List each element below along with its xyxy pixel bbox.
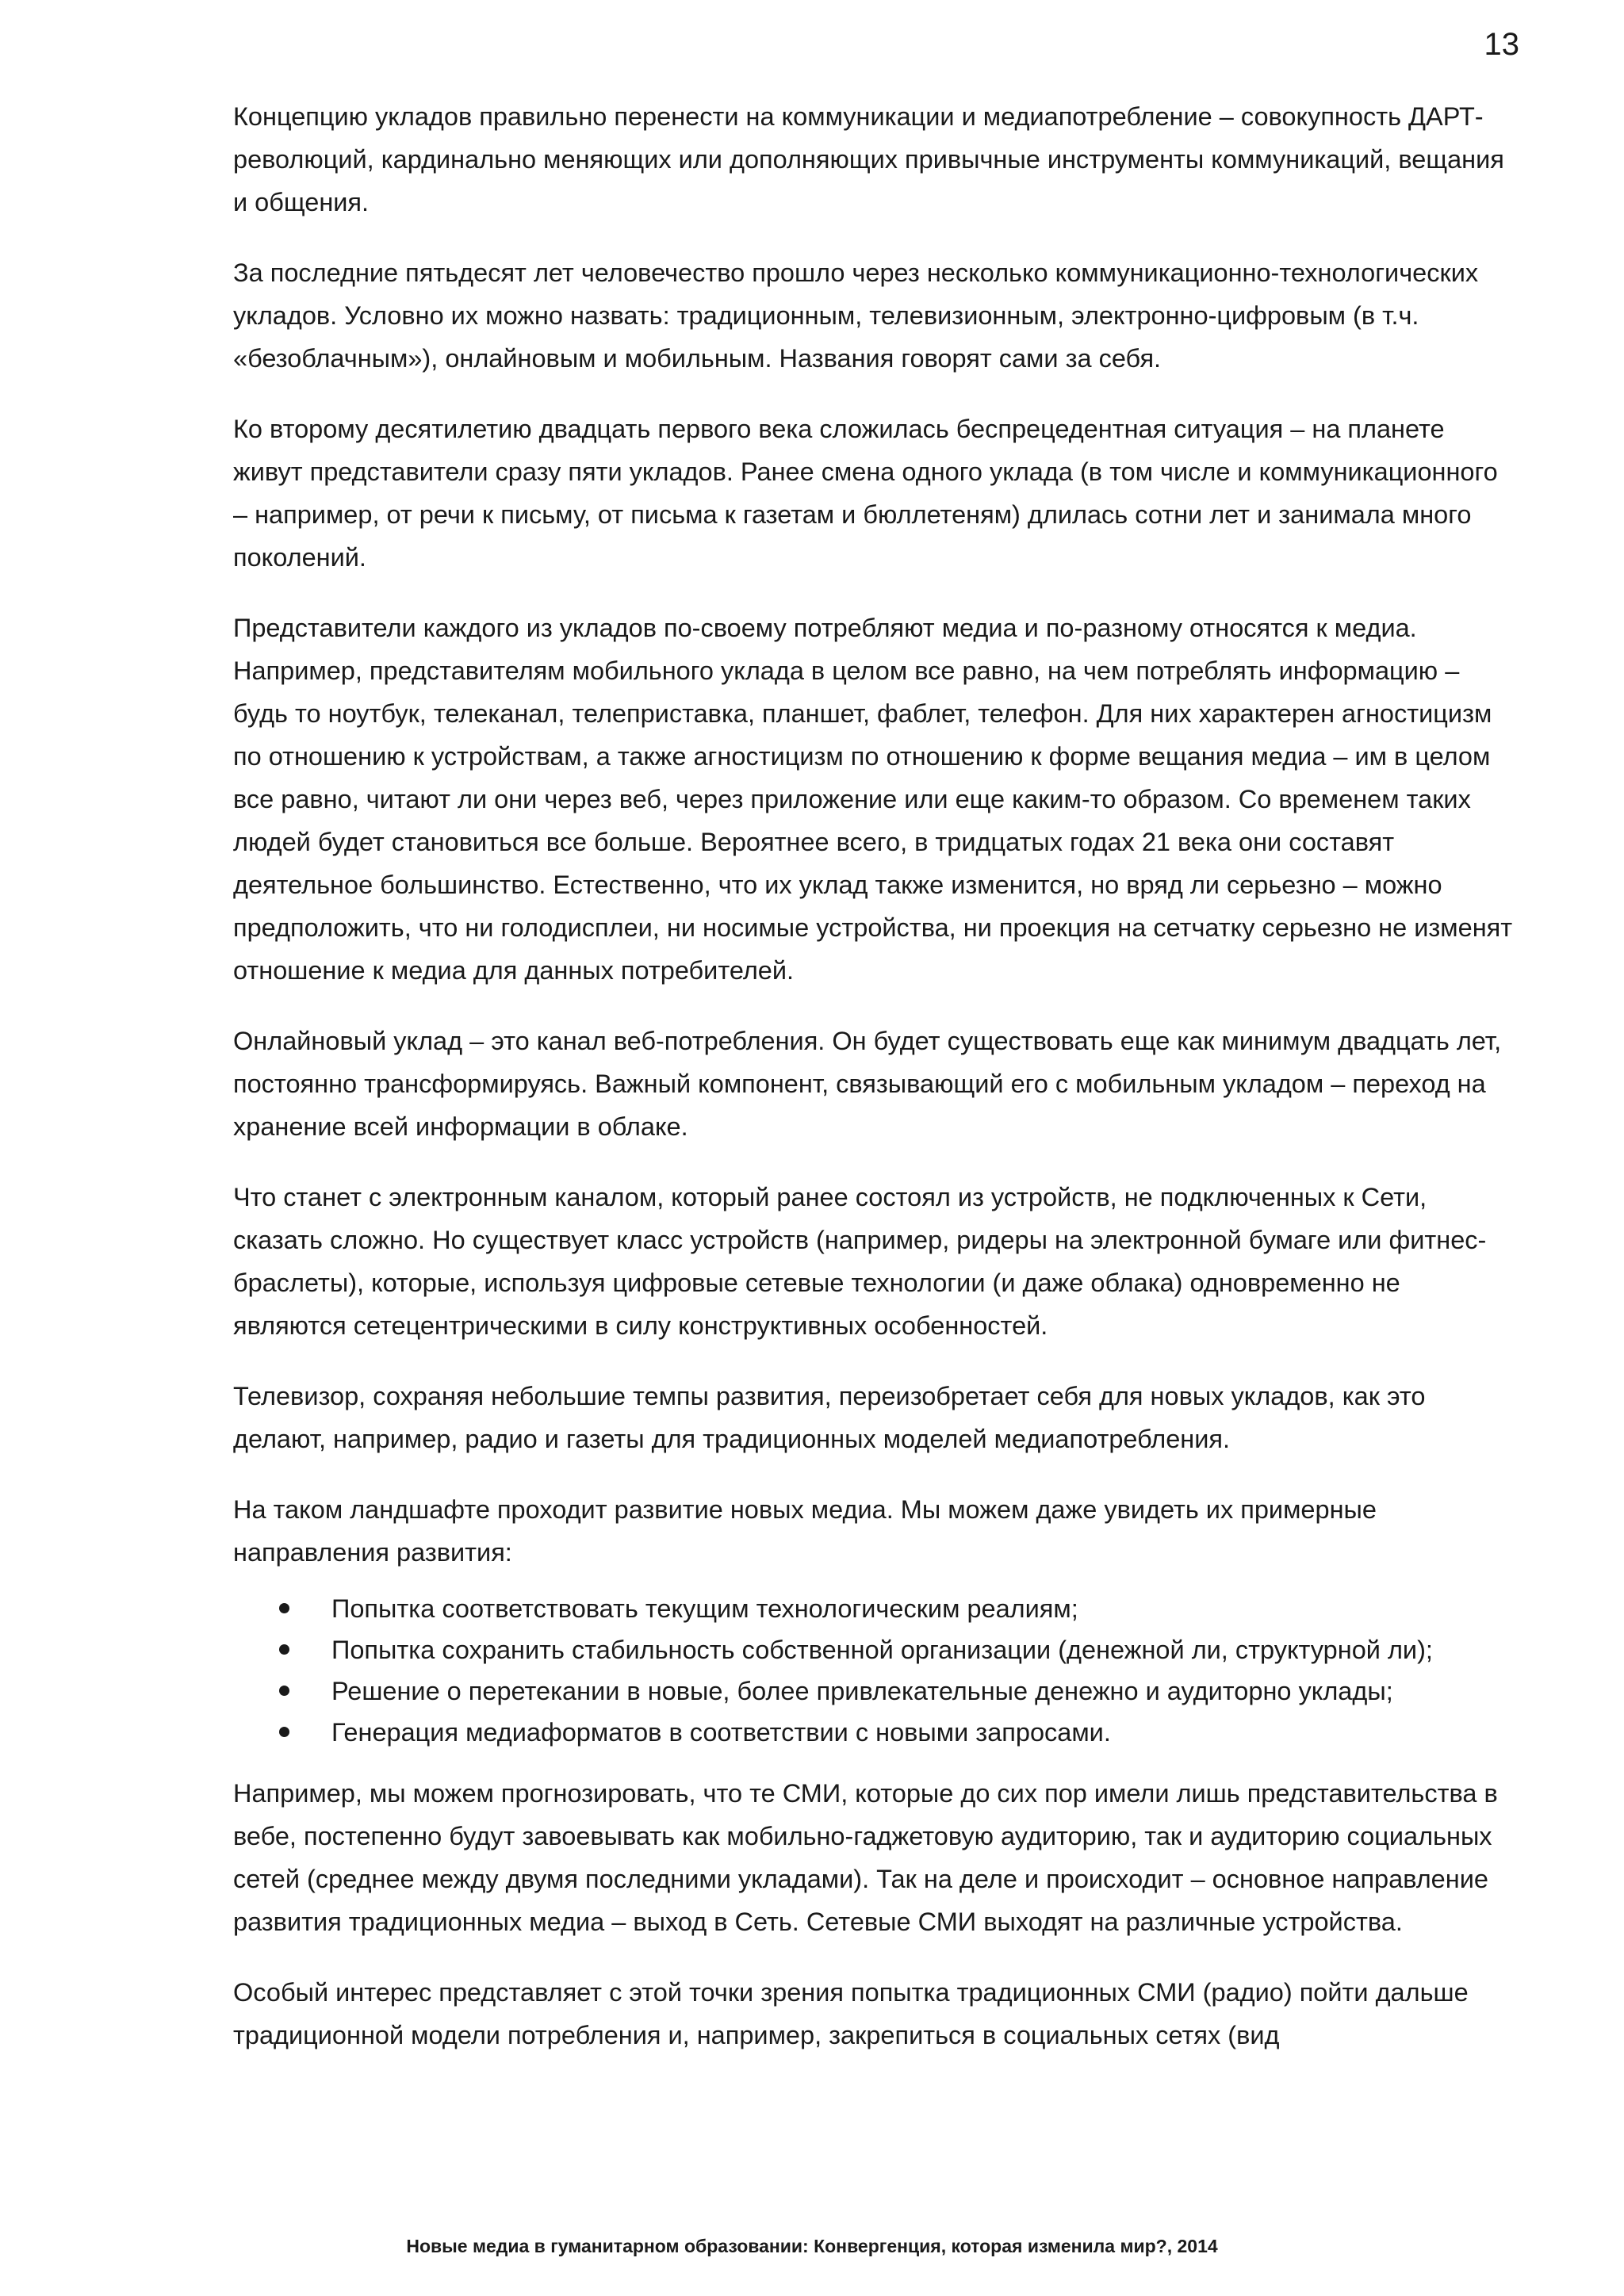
paragraph: За последние пятьдесят лет человечество прошло через несколько коммуникационно-технологических укладов. Условно их можно назвать: традиционным, телевизионным, электронно-цифровым (в т.ч. «безоблачным»), онлайновым и мобильным. Названия говорят сами за себя.	[233, 258, 1479, 373]
paragraph: Представители каждого из укладов по-своему потребляют медиа и по-разному относятся к медиа. Например, представителям мобильного уклада в целом все равно, на чем потреблять информацию – будь то ноутбук, телеканал, телеприставка, планшет, фаблет, телефон. Для них характерен агностицизм по отношению к устройствам, а также агностицизм по отношению к форме вещания медиа – им в целом все равно, читают ли они через веб, через приложение или еще каким-то образом. Со временем таких людей будет становиться все больше. Вероятнее всего, в тридцатых годах 21 века они составят деятельное большинство. Естественно, что их уклад также изменится, но вряд ли серьезно – можно предположить, что ни голодисплеи, ни носимые устройства, ни проекция на сетчатку серьезно не изменят отношение к медиа для данных потребителей.	[233, 614, 1513, 985]
bullet-icon	[279, 1727, 289, 1737]
bullet-icon	[279, 1603, 289, 1613]
list-item-text: Попытка соответствовать текущим технологическим реалиям;	[331, 1594, 1078, 1623]
list-item-text: Генерация медиаформатов в соответствии с новыми запросами.	[331, 1718, 1111, 1747]
list-item	[331, 1629, 1518, 1670]
paragraph: Что станет с электронным каналом, который ранее состоял из устройств, не подключенных к Сети, сказать сложно. Но существует класс устройств (например, ридеры на электронной бумаге или фитнес-браслеты), которые, используя цифровые сетевые технологии (и даже облака) одновременно не являются сетецентрическими в силу конструктивных особенностей.	[233, 1183, 1487, 1340]
bullet-icon	[279, 1686, 289, 1696]
paragraph: Телевизор, сохраняя небольшие темпы развития, переизобретает себя для новых укладов, как это делают, например, радио и газеты для традиционных моделей медиапотребления.	[233, 1382, 1426, 1453]
list-item-text: Решение о перетекании в новые, более привлекательные денежно и аудиторно уклады;	[331, 1677, 1393, 1705]
page-number: 13	[1484, 27, 1519, 62]
bullet-list	[233, 1588, 1518, 1753]
document-body	[233, 95, 1518, 2084]
paragraph: Например, мы можем прогнозировать, что те СМИ, которые до сих пор имели лишь представительства в вебе, постепенно будут завоевывать как мобильно-гаджетовую аудиторию, так и аудиторию социальных сетей (среднее между двумя последними укладами). Так на деле и происходит – основное направление развития традиционных медиа – выход в Сеть. Сетевые СМИ выходят на различные устройства.	[233, 1779, 1498, 1936]
page-footer: Новые медиа в гуманитарном образовании: Конвергенция, которая изменила мир?, 2014	[406, 2236, 1218, 2256]
list-item	[331, 1670, 1518, 1712]
list-item	[331, 1712, 1518, 1753]
list-item	[331, 1588, 1518, 1629]
paragraph: Ко второму десятилетию двадцать первого века сложилась беспрецедентная ситуация – на планете живут представители сразу пяти укладов. Ранее смена одного уклада (в том числе и коммуникационного – например, от речи к письму, от письма к газетам и бюллетеням) длилась сотни лет и занимала много поколений.	[233, 415, 1498, 572]
paragraph: Онлайновый уклад – это канал веб-потребления. Он будет существовать еще как минимум двадцать лет, постоянно трансформируясь. Важный компонент, связывающий его с мобильным укладом – переход на хранение всей информации в облаке.	[233, 1027, 1502, 1141]
paragraph: Концепцию укладов правильно перенести на коммуникации и медиапотребление – совокупность ДАРТ-революций, кардинально меняющих или дополняющих привычные инструменты коммуникаций, вещания и общения.	[233, 102, 1504, 216]
bullet-icon	[279, 1644, 289, 1655]
paragraph: Особый интерес представляет с этой точки зрения попытка традиционных СМИ (радио) пойти дальше традиционной модели потребления и, например, закрепиться в социальных сетях (вид	[233, 1978, 1469, 2049]
paragraph: На таком ландшафте проходит развитие новых медиа. Мы можем даже увидеть их примерные направления развития:	[233, 1495, 1377, 1567]
list-item-text: Попытка сохранить стабильность собственной организации (денежной ли, структурной ли);	[331, 1636, 1433, 1664]
